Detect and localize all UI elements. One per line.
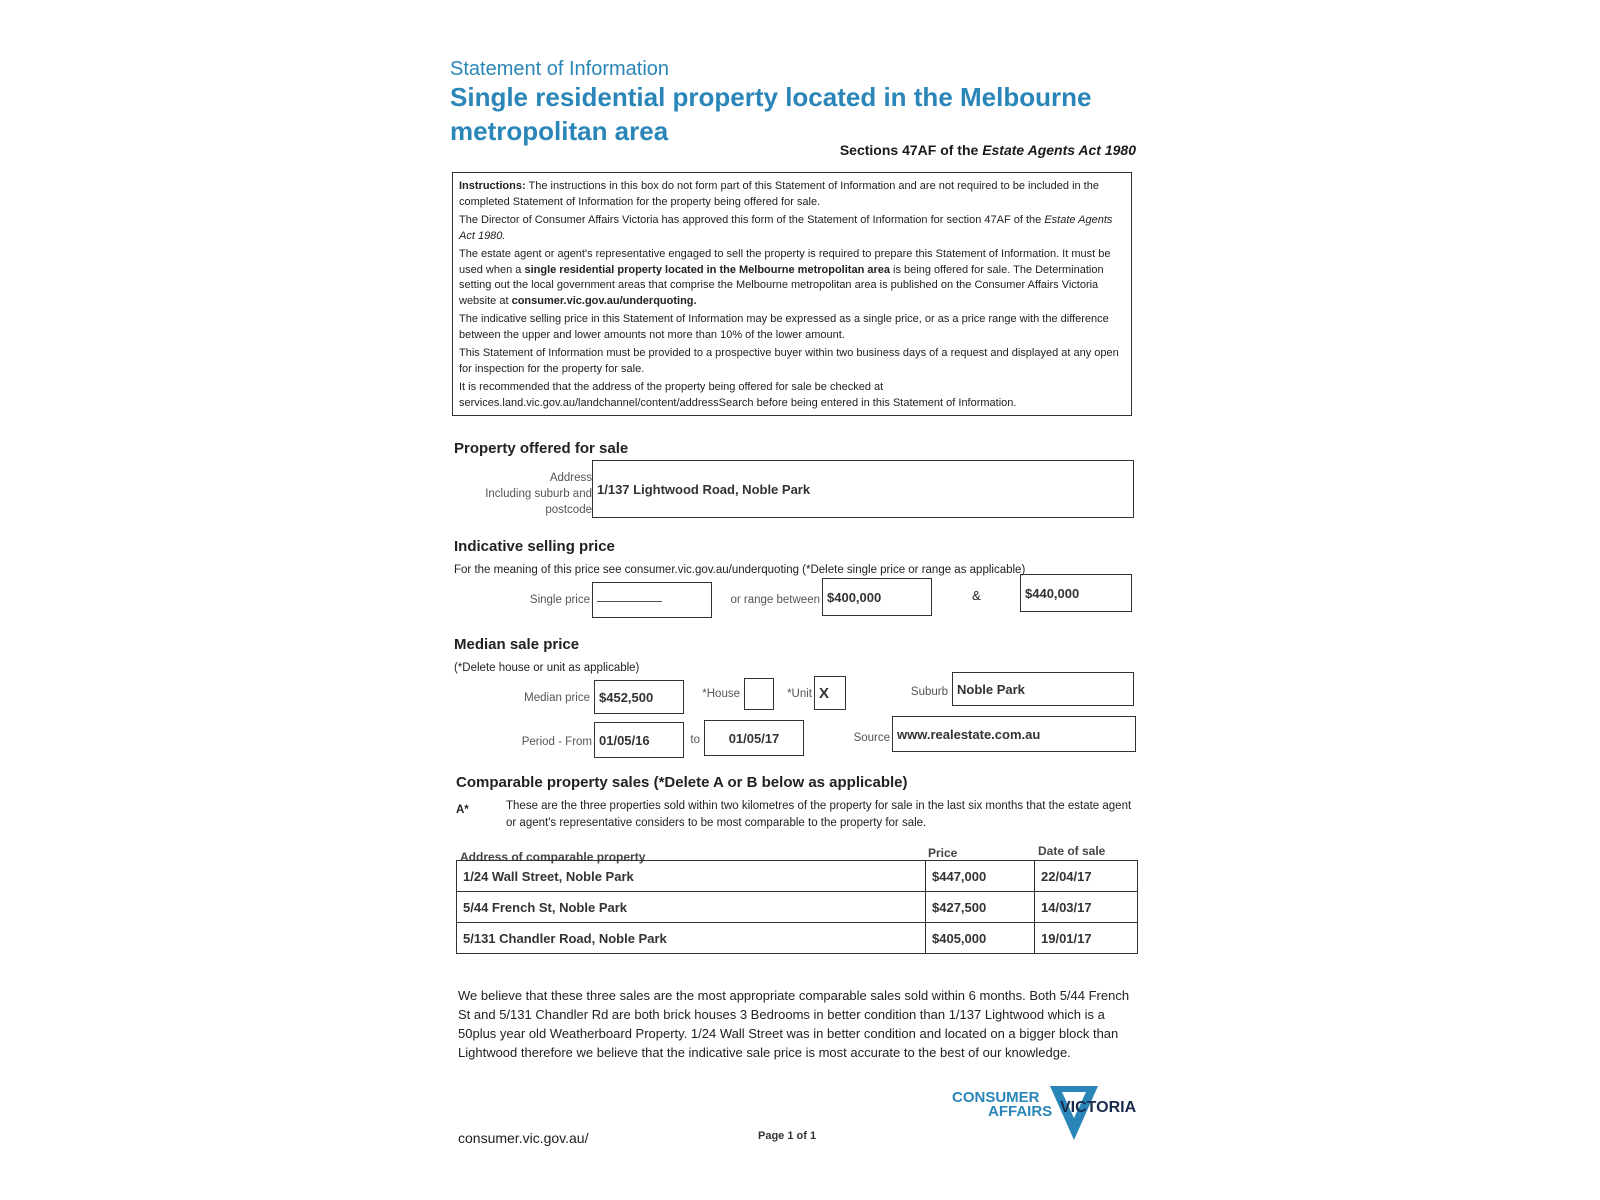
comp-date[interactable]: 19/01/17 bbox=[1035, 923, 1138, 954]
range-high-field[interactable]: $440,000 bbox=[1020, 574, 1132, 612]
median-note: (*Delete house or unit as applicable) bbox=[454, 662, 640, 674]
period-from-label: Period - From bbox=[521, 736, 592, 748]
address-label-line-3: postcode bbox=[545, 504, 592, 516]
instructions-p3a: The estate agent or agent's representative engaged to sell the property is required to prepare this Statement of Information. It must be used when a bbox=[459, 248, 1111, 276]
table-row bbox=[457, 892, 1138, 923]
address-label-line-2: Including suburb and bbox=[485, 488, 592, 500]
instructions-label: Instructions: bbox=[459, 180, 526, 192]
document-title: Single residential property located in the Melbourne metropolitan area bbox=[450, 82, 1092, 146]
comp-address[interactable]: 5/44 French St, Noble Park bbox=[457, 892, 926, 923]
median-price-label: Median price bbox=[524, 692, 590, 704]
logo-line-2: AFFAIRS bbox=[988, 1103, 1053, 1120]
comparable-sales-table bbox=[456, 860, 1138, 954]
unit-checkbox[interactable]: X bbox=[814, 676, 846, 710]
col-date-header: Date of sale bbox=[1038, 844, 1106, 858]
col-price-header: Price bbox=[928, 846, 958, 860]
instructions-p5: This Statement of Information must be provided to a prospective buyer within two business days of a request and displayed at any open for inspection for the property for sale. bbox=[459, 347, 1119, 375]
document-kicker: Statement of Information bbox=[450, 58, 670, 80]
logo-line-1: CONSUMER bbox=[952, 1089, 1040, 1106]
range-low-field[interactable]: $400,000 bbox=[822, 578, 932, 616]
suburb-field[interactable]: Noble Park bbox=[952, 672, 1134, 706]
statement-of-information-page bbox=[450, 52, 1150, 1192]
instructions-p6: It is recommended that the address of the property being offered for sale be checked at services.land.vic.gov.au/landchannel/content/addressSearch before being entered in this Statement of Information. bbox=[459, 381, 1017, 409]
sections-prefix: Sections 47AF of the bbox=[839, 142, 979, 158]
instructions-p3d: consumer.vic.gov.au/underquoting. bbox=[511, 294, 697, 307]
range-and-label: & bbox=[972, 588, 981, 603]
address-field[interactable]: 1/137 Lightwood Road, Noble Park bbox=[592, 460, 1134, 518]
instructions-p3b: single residential property located in the Melbourne metropolitan area bbox=[524, 263, 890, 276]
comparable-heading: Comparable property sales (*Delete A or B below as applicable) bbox=[456, 774, 908, 791]
comp-price[interactable]: $405,000 bbox=[926, 923, 1035, 954]
instructions-p2b: Estate Agents Act 1980. bbox=[459, 214, 1113, 242]
source-label: Source bbox=[853, 732, 890, 744]
house-checkbox[interactable] bbox=[744, 678, 774, 710]
instructions-p2a: The Director of Consumer Affairs Victoria has approved this form of the Statement of Information for section 47AF of the bbox=[459, 214, 1042, 226]
col-address-header: Address of comparable property bbox=[460, 850, 646, 864]
table-row bbox=[457, 923, 1138, 954]
comp-date[interactable]: 22/04/17 bbox=[1035, 861, 1138, 892]
single-price-field[interactable]: ————— bbox=[592, 582, 712, 618]
indicative-note: For the meaning of this price see consumer.vic.gov.au/underquoting (*Delete single price or range as applicable) bbox=[454, 564, 1026, 576]
option-a-label: A* bbox=[456, 804, 469, 816]
suburb-label: Suburb bbox=[910, 686, 948, 698]
table-row bbox=[457, 861, 1138, 892]
median-heading: Median sale price bbox=[454, 636, 580, 653]
address-label-line-1: Address bbox=[549, 472, 592, 484]
instructions-p1: The instructions in this box do not form part of this Statement of Information and are not required to be included in the completed Statement of Information for the property being offered for sale. bbox=[459, 180, 1099, 208]
comp-date[interactable]: 14/03/17 bbox=[1035, 892, 1138, 923]
unit-label: *Unit bbox=[787, 688, 812, 700]
logo-line-3: VICTORIA bbox=[1060, 1099, 1137, 1116]
comp-address[interactable]: 5/131 Chandler Road, Noble Park bbox=[457, 923, 926, 954]
page-number: Page 1 of 1 bbox=[758, 1130, 817, 1142]
single-price-label: Single price bbox=[529, 594, 590, 606]
instructions-p3c: is being offered for sale. The Determination setting out the local government areas that comprise the Melbourne metropolitan area is published on the Consumer Affairs Victoria website at bbox=[459, 263, 1104, 307]
consumer-affairs-victoria-logo bbox=[950, 1082, 1150, 1142]
instructions-box bbox=[452, 172, 1132, 416]
act-name: Estate Agents Act 1980 bbox=[982, 142, 1136, 158]
footer-url[interactable]: consumer.vic.gov.au/ bbox=[458, 1130, 589, 1146]
period-to-field[interactable]: 01/05/17 bbox=[704, 720, 804, 756]
house-label: *House bbox=[702, 688, 740, 700]
range-label: or range between bbox=[730, 594, 820, 606]
address-label bbox=[460, 470, 592, 518]
period-to-label: to bbox=[690, 734, 700, 746]
median-price-field[interactable]: $452,500 bbox=[594, 680, 684, 714]
instructions-p4: The indicative selling price in this Statement of Information may be expressed as a single price, or as a price range with the difference between the upper and lower amounts not more than 10% of the lower amount. bbox=[459, 313, 1109, 341]
comp-price[interactable]: $427,500 bbox=[926, 892, 1035, 923]
option-a-text: These are the three properties sold within two kilometres of the property for sale in the last six months that the estate agent or agent's representative considers to be most comparable to the property for sale. bbox=[506, 800, 1132, 829]
period-from-field[interactable]: 01/05/16 bbox=[594, 722, 684, 758]
sections-reference bbox=[840, 142, 1136, 158]
comp-price[interactable]: $447,000 bbox=[926, 861, 1035, 892]
property-heading: Property offered for sale bbox=[454, 440, 629, 457]
indicative-heading: Indicative selling price bbox=[454, 538, 615, 555]
comp-address[interactable]: 1/24 Wall Street, Noble Park bbox=[457, 861, 926, 892]
source-field[interactable]: www.realestate.com.au bbox=[892, 716, 1136, 752]
justification-statement: We believe that these three sales are the most appropriate comparable sales sold within 6 months. Both 5/44 French St and 5/131 Chandler Rd are both brick houses 3 Bedrooms in better condition than 1/137 Lightwood which is a 50plus year old Weatherboard Property. 1/24 Wall Street was in better condition and located on a bigger block than Lightwood therefore we believe that the indicative sale price is most accurate to the best of our knowledge. bbox=[458, 988, 1130, 1060]
